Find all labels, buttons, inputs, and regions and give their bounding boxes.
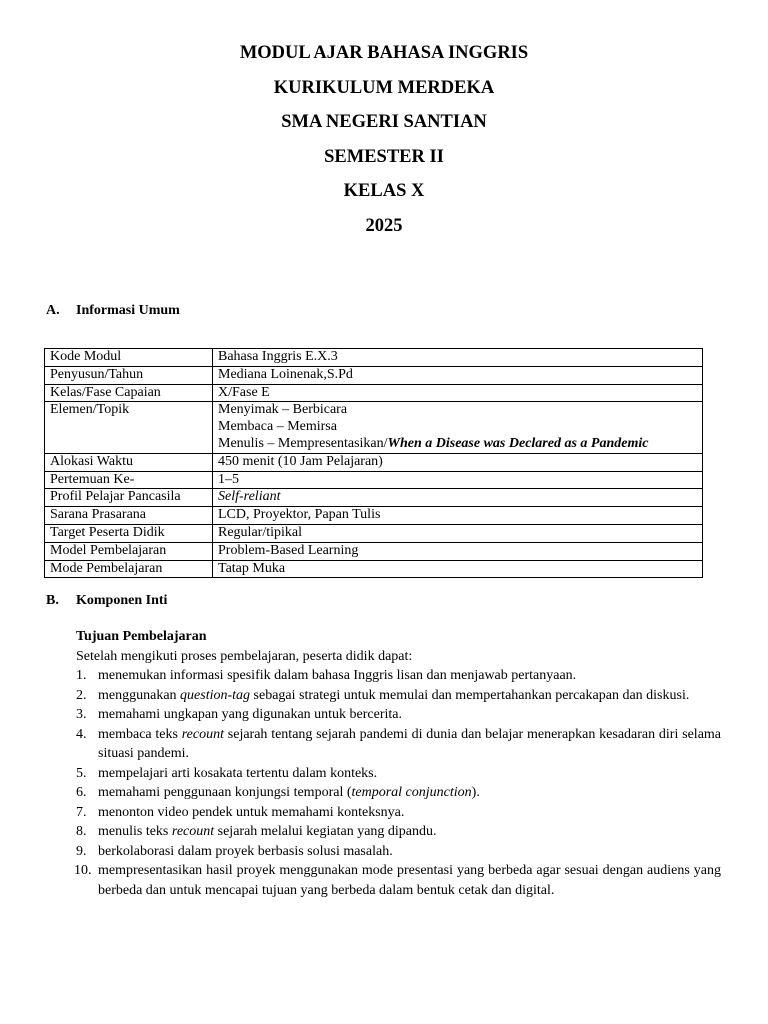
- list-item-text: membaca teks: [98, 726, 182, 742]
- title-line-modul: MODUL AJAR BAHASA INGGRIS: [239, 43, 529, 63]
- tujuan-intro: Setelah mengikuti proses pembelajaran, peserta didik dapat:: [76, 648, 413, 664]
- tujuan-section: [76, 627, 721, 900]
- list-item-number: 8.: [76, 824, 87, 839]
- list-item-term: recount: [181, 726, 224, 742]
- list-item: [76, 842, 721, 862]
- list-item-number: 9.: [76, 843, 87, 859]
- elemen-line-3: [218, 436, 697, 453]
- title-line-kelas: KELAS X: [343, 181, 425, 201]
- list-item-text: sebagai strategi untuk memulai dan mempertahankan percakapan dan diskusi.: [250, 687, 690, 703]
- row-label: Kode Modul: [45, 349, 213, 367]
- list-item-number: 7.: [76, 804, 87, 820]
- table-row: [45, 453, 703, 471]
- list-item-text: mempresentasikan hasil proyek menggunakan mode presentasi yang berbeda agar sesuai dengan audiens yang berbeda dan untuk mencapai tujuan yang berbeda dalam bentuk cetak dan digital.: [98, 863, 721, 898]
- list-item-number: 5.: [76, 765, 87, 781]
- list-item-text: berkolaborasi dalam proyek berbasis solusi masalah.: [98, 843, 393, 859]
- title-line-school: SMA NEGERI SANTIAN: [281, 112, 487, 132]
- row-value: Self-reliant: [213, 489, 703, 507]
- row-label: Pertemuan Ke-: [45, 471, 213, 489]
- title-line-year: 2025: [365, 215, 403, 236]
- table-row: [45, 524, 703, 542]
- row-label: Model Pembelajaran: [45, 542, 213, 560]
- table-row: [45, 507, 703, 525]
- goals-list: [76, 666, 721, 900]
- table-row: [45, 560, 703, 578]
- section-a-heading: [46, 303, 180, 319]
- list-item-text: sejarah melalui kegiatan yang dipandu.: [214, 824, 437, 839]
- tujuan-title: Tujuan Pembelajaran: [76, 629, 207, 644]
- table-row: [45, 489, 703, 507]
- list-item-term: temporal conjunction: [351, 785, 472, 800]
- document-title-block: [0, 42, 768, 249]
- row-value: [213, 402, 703, 453]
- list-item-number: 10.: [74, 863, 92, 878]
- row-label: Penyusun/Tahun: [45, 366, 213, 384]
- row-label: Target Peserta Didik: [45, 524, 213, 542]
- list-item: [76, 861, 721, 900]
- list-item-text: menggunakan: [98, 687, 181, 703]
- row-value: X/Fase E: [213, 384, 703, 402]
- table-row: [45, 471, 703, 489]
- section-b-letter: B.: [46, 593, 59, 608]
- row-value: Problem-Based Learning: [213, 542, 703, 560]
- row-label: Mode Pembelajaran: [45, 560, 213, 578]
- list-item-number: 2.: [76, 687, 87, 703]
- list-item: [76, 686, 721, 706]
- elemen-line-2: Membaca – Memirsa: [218, 419, 337, 435]
- row-value: 1–5: [213, 471, 703, 489]
- list-item-number: 4.: [76, 726, 87, 742]
- list-item-number: 3.: [76, 707, 87, 722]
- list-item-number: 6.: [76, 785, 87, 800]
- list-item-term: recount: [171, 824, 215, 839]
- list-item: [76, 783, 721, 803]
- row-label: Profil Pelajar Pancasila: [45, 489, 213, 507]
- list-item-text: memahami penggunaan konjungsi temporal (: [98, 785, 352, 800]
- title-line-kurikulum: KURIKULUM MERDEKA: [273, 77, 495, 98]
- section-b-title: Komponen Inti: [76, 593, 168, 608]
- elemen-line-3-prefix: Menulis – Mempresentasikan/: [218, 435, 388, 451]
- section-a-letter: A.: [46, 303, 60, 318]
- list-item-text: memahami ungkapan yang digunakan untuk bercerita.: [98, 707, 403, 722]
- list-item-text: menulis teks: [98, 824, 172, 839]
- section-b-heading: [46, 593, 167, 609]
- elemen-line-1: Menyimak – Berbicara: [218, 402, 348, 418]
- row-value: Bahasa Inggris E.X.3: [213, 349, 703, 367]
- list-item-term: question-tag: [180, 687, 251, 703]
- list-item: [76, 725, 721, 764]
- list-item: [76, 705, 721, 725]
- list-item-number: 1.: [76, 668, 87, 683]
- table-row: [45, 384, 703, 402]
- row-value: LCD, Proyektor, Papan Tulis: [213, 507, 703, 525]
- list-item: [76, 666, 721, 686]
- row-value: 450 menit (10 Jam Pelajaran): [213, 453, 703, 471]
- list-item: [76, 764, 721, 784]
- section-a-title: Informasi Umum: [76, 303, 180, 318]
- row-label: Kelas/Fase Capaian: [45, 384, 213, 402]
- table-row: [45, 349, 703, 367]
- list-item-text: mempelajari arti kosakata tertentu dalam konteks.: [98, 765, 378, 781]
- list-item-text: menonton video pendek untuk memahami konteksnya.: [98, 804, 405, 820]
- title-line-semester: SEMESTER II: [324, 146, 444, 167]
- row-label: Sarana Prasarana: [45, 507, 213, 525]
- list-item: [76, 822, 721, 842]
- row-value: Regular/tipikal: [213, 524, 703, 542]
- list-item-text: sejarah tentang sejarah pandemi di dunia dan belajar menerapkan kesadaran diri selama situasi pandemi.: [98, 726, 722, 761]
- row-label: Alokasi Waktu: [45, 453, 213, 471]
- row-value: Tatap Muka: [213, 560, 703, 578]
- table-row: [45, 402, 703, 453]
- row-label: Elemen/Topik: [45, 402, 213, 453]
- list-item-text: menemukan informasi spesifik dalam bahasa Inggris lisan dan menjawab pertanyaan.: [98, 668, 577, 683]
- row-value: Mediana Loinenak,S.Pd: [213, 366, 703, 384]
- list-item: [76, 803, 721, 823]
- info-table: [44, 348, 703, 578]
- elemen-topic: When a Disease was Declared as a Pandemic: [387, 435, 649, 451]
- list-item-text: ).: [471, 785, 480, 800]
- table-row: [45, 366, 703, 384]
- table-row: [45, 542, 703, 560]
